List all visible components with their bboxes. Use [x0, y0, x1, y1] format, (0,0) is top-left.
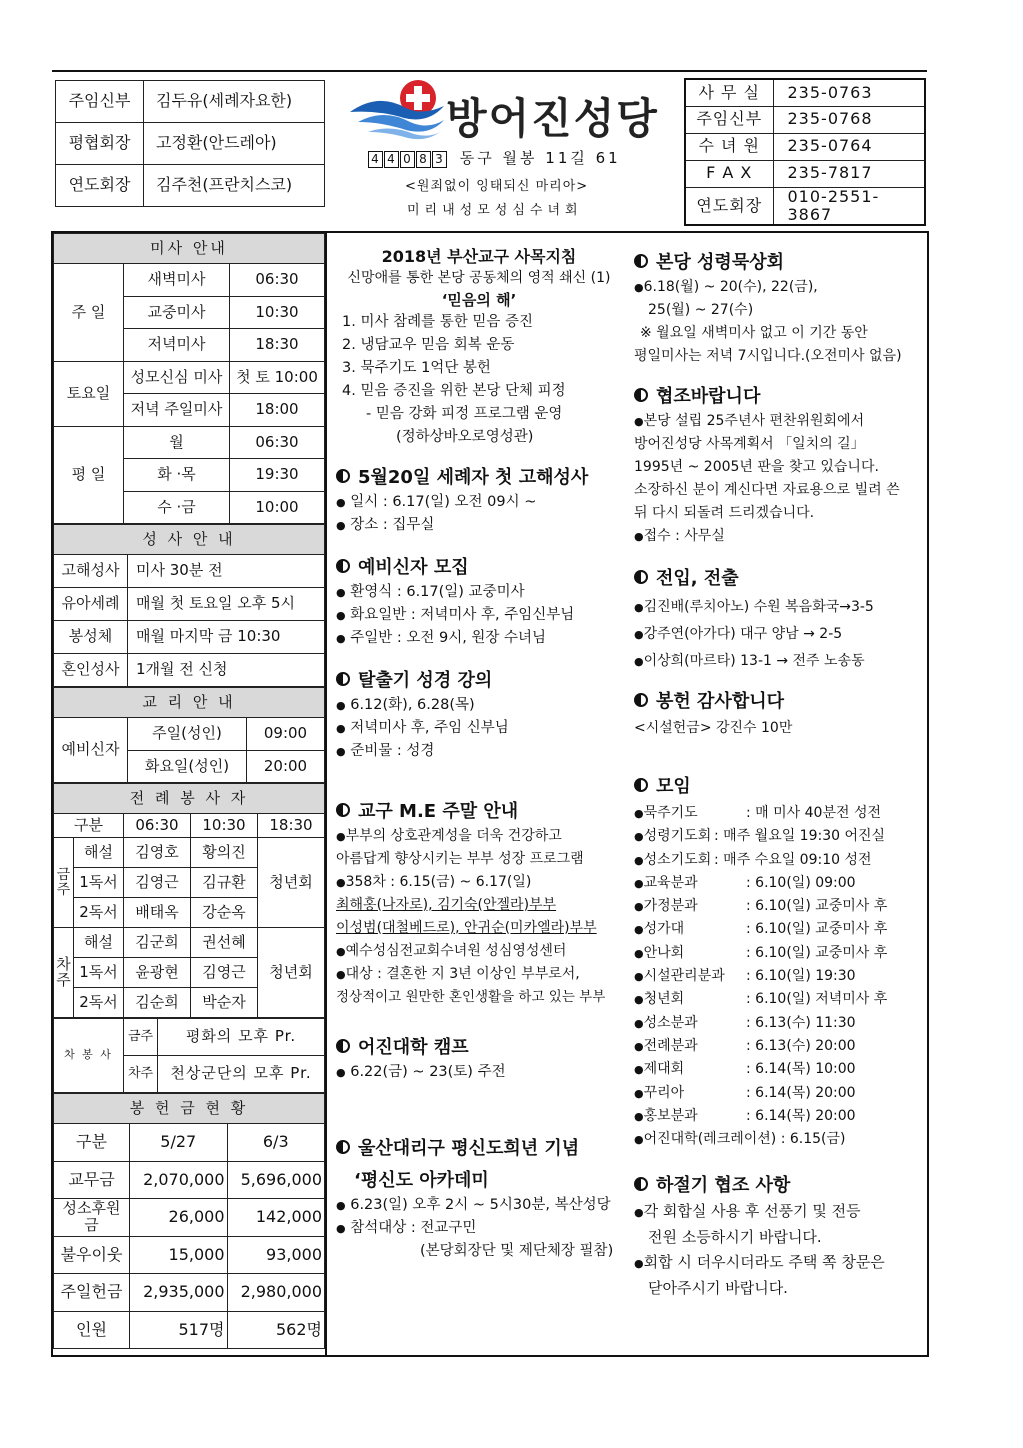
mass-name: 월: [124, 426, 230, 459]
meeting-name: 교육분과: [643, 874, 698, 891]
section-heading: 하절기 협조 사항: [656, 1175, 791, 1197]
notice-item: 참석대상 : 전교구민: [350, 1220, 477, 1236]
meeting-last: 어진대학(레크레이션) : 6.15(금): [643, 1131, 846, 1148]
meeting-name: 성소분과: [643, 1014, 698, 1031]
doctrine-label: 예비신자: [54, 718, 128, 783]
offering-name: 불우이웃: [54, 1236, 130, 1274]
section-title: 성 사 안 내: [54, 525, 325, 555]
sacrament-value: 1개월 전 신청: [128, 654, 325, 687]
doctrine-table: [53, 687, 325, 783]
contact-label: 사 무 실: [685, 79, 773, 106]
transfer-item: 이상희(마르타) 13-1 → 전주 노송동: [643, 653, 865, 669]
staff-name: 김주천(프란치스코): [144, 165, 325, 207]
section-heading: 본당 성령묵상회: [656, 252, 784, 273]
transfer-item: 김진배(루치아노) 수원 복음화국→3-5: [643, 599, 874, 615]
notice-item: 6.22(금) ~ 23(토) 주전: [350, 1064, 506, 1080]
contact-label: 수 녀 원: [685, 133, 773, 160]
pastoral-title: 2018년 부산교구 사목지침: [381, 247, 577, 266]
notice-line: 최해홍(나자로), 김기숙(안젤라)부부: [336, 897, 557, 913]
mass-time: 18:30: [230, 329, 325, 362]
meeting-info: : 6.14(목) 10:00: [746, 1061, 856, 1078]
offering-header: 구분: [54, 1124, 130, 1162]
servers-table: [53, 783, 325, 1018]
offering-header: 6/3: [227, 1124, 325, 1162]
sacrament-table: [53, 524, 325, 687]
meeting-info: : 6.10(일) 09:00: [746, 874, 856, 891]
half-circle-icon: [336, 803, 350, 817]
servers-header: 18:30: [258, 814, 325, 838]
offering-name: 주일헌금: [54, 1274, 130, 1312]
server-role: 1독서: [74, 958, 124, 988]
section-heading: ‘평신도 아카데미: [354, 1170, 489, 1191]
section-heading: 전입, 전출: [656, 568, 739, 589]
meeting-info: : 6.13(수) 11:30: [746, 1014, 856, 1031]
doctrine-day: 주일(성인): [128, 718, 247, 751]
server-name: 박순자: [191, 988, 258, 1018]
offering-name: 교무금: [54, 1161, 130, 1199]
server-name: 윤광현: [124, 958, 191, 988]
notice-item: 주일반 : 오전 9시, 원장 수녀님: [350, 630, 547, 646]
offering-value: 517명: [130, 1311, 228, 1349]
sacrament-name: 봉성체: [54, 621, 128, 654]
server-name: 김군희: [124, 928, 191, 958]
offering-value: 26,000: [130, 1199, 228, 1237]
half-circle-icon: [634, 570, 648, 584]
notice-item: 저녁미사 후, 주임 신부님: [350, 720, 509, 736]
church-name: 방어진성당: [446, 94, 659, 143]
meeting-info: : 6.10(일) 교중미사 후: [746, 921, 888, 938]
meeting-info: : 6.10(일) 저녁미사 후: [746, 991, 888, 1008]
server-role: 해설: [74, 838, 124, 868]
meeting-name: 가정분과: [643, 898, 698, 915]
meeting-info: : 6.10(일) 19:30: [746, 968, 856, 985]
meeting-info: : 6.10(일) 교중미사 후: [746, 898, 888, 915]
meeting-list: ●묵주기도 : 매 미사 40분전 성전 ●성령기도회 : 매주 월요일 19:30 어진실 ●성소기도회 : 매주 수요일 09:10 성전 ●교육분과 : 6.10(일) 09:00 ●가정분과 : 6.10(일) 교중미사 후 ●성가대 : 6.10(일) 교중미사 후 ●안나회 : 6.10(일) 교중미사 후 ●시설관리분과 : 6.10(일) 19:30 ●청년회 : 6.10(일) 저녁미사 후 ●성소분과 : 6.13(수) 11:30 ●전례분과 : 6.13(수) 20:00 ●제대회 : 6.14(목) 10:00 ●꾸리아 : 6.14(목) 20:00 ●홍보분과 : 6.14(목) 20:00 ●어진대학(레크레이션) : 6.15(금): [634, 802, 924, 1151]
notice-line: 회합 시 더우시더라도 주택 쪽 창문은: [643, 1253, 885, 1272]
contact-value: 235-0768: [773, 106, 925, 133]
doctrine-time: 09:00: [247, 718, 325, 751]
sacrament-name: 고해성사: [54, 555, 128, 588]
contact-table: [684, 78, 926, 226]
offering-header: 5/27: [130, 1124, 228, 1162]
sacrament-value: 매월 첫 토요일 오후 5시: [128, 588, 325, 621]
mass-time: 19:30: [230, 459, 325, 492]
pastoral-item: 3. 묵주기도 1억단 봉헌: [342, 360, 491, 376]
contact-label: 연도회장: [685, 187, 773, 225]
mass-name: 수 ·금: [124, 491, 230, 524]
offering-value: 2,980,000: [227, 1274, 325, 1312]
postal-digit: 8: [416, 151, 431, 168]
meeting-name: 성령기도회: [643, 828, 712, 845]
sacrament-value: 미사 30분 전: [128, 555, 325, 588]
contact-value: 235-0763: [773, 79, 925, 106]
contact-value: 235-7817: [773, 160, 925, 187]
mass-name: 새벽미사: [124, 264, 230, 297]
cha-value: 천상군단의 모후 Pr.: [158, 1056, 325, 1093]
offering-name: 인원: [54, 1311, 130, 1349]
notice-line: 뒤 다시 되돌려 드리겠습니다.: [634, 505, 815, 521]
contact-label: F A X: [685, 160, 773, 187]
notice-item: 환영식 : 6.17(일) 교중미사: [350, 584, 525, 600]
half-circle-icon: [336, 469, 350, 483]
notice-line: 예수성심전교회수녀원 성심영성센터: [345, 943, 567, 959]
header-rule: [52, 70, 927, 72]
transfer-item: 강주연(아가다) 대구 양남 → 2-5: [643, 626, 843, 642]
convent-name: 미리내성모성심수녀회: [407, 203, 583, 218]
section-title: 전 례 봉 사 자: [54, 784, 325, 814]
meeting-name: 전례분과: [643, 1037, 698, 1054]
section-title: 미사 안내: [54, 234, 325, 264]
pastoral-item: 2. 냉담교우 믿음 회복 운동: [342, 337, 515, 353]
section-heading: 울산대리구 평신도희년 기념: [358, 1138, 580, 1159]
meeting-name: 성소기도회: [643, 851, 712, 868]
meeting-info: : 6.14(목) 20:00: [746, 1084, 856, 1101]
half-circle-icon: [336, 559, 350, 573]
contact-value: 235-0764: [773, 133, 925, 160]
server-name: 김순희: [124, 988, 191, 1018]
notice-line: 전원 소등하시기 바랍니다.: [648, 1228, 822, 1247]
notice-line: 25(월) ~ 27(수): [648, 302, 754, 318]
news-column-1: 2018년 부산교구 사목지침 신망애를 통한 본당 공동체의 영적 쇄신 (1) ‘믿음의 해’ 1. 미사 참례를 통한 믿음 증진 2. 냉담교우 믿음 회복 운동 3. 묵주기도 1억단 봉헌 4. 믿음 증진을 위한 본당 단체 피정 - 믿음 강화 피정 프로그램 운영 (정하상바오로영성관) 5월20일 세례자 첫 고해성사 ● 일시 : 6.17(일) 오전 09시 ~ ● 장소 : 집무실 예비신자 모집 ● 환영식 : 6.17(일) 교중미사 ● 화요일반 : 저녁미사 후, 주임신부님 ● 주일반 : 오전 9시, 원장 수녀님 탈출기 성경 강의 ● 6.12(화), 6.28(목) ● 저녁미사 후, 주임 신부님 ● 준비물 : 성경 교구 M.E 주말 안내 ●부부의 상호관계성을 더욱 건강하고 아름답게 향상시키는 부부 성장 프로그램 ●358차 : 6.15(금) ~ 6.17(일) 최해홍(나자로), 김기숙(안젤라)부부 이성범(대철베드로), 안귀순(미카엘라)부부 ●예수성심전교회수녀원 성심영성센터 ●대상 : 결혼한 지 3년 이상인 부부로서, 정상적이고 원만한 혼인생활을 하고 있는 부부 어진대학 캠프 ● 6.22(금) ~ 23(토) 주전 울산대리구 평신도희년 기념 ‘평신도 아카데미 ● 6.23(일) 오후 2시 ~ 5시30분, 복산성당 ● 참석대상 : 전교구민 (본당회장단 및 제단체장 필참): [336, 244, 622, 1263]
staff-role: 연도회장: [56, 165, 144, 207]
meeting-info: : 매주 수요일 09:10 성전: [714, 851, 872, 868]
section-heading: 어진대학 캠프: [358, 1037, 469, 1058]
postal-digit: 4: [384, 151, 399, 168]
mass-day-label: 주 일: [54, 264, 124, 362]
notice-line: 본당 설립 25주년사 편찬위원회에서: [643, 413, 865, 429]
cha-week: 금주: [124, 1019, 158, 1056]
notice-line: 닫아주시기 바랍니다.: [648, 1279, 788, 1298]
sacrament-value: 매월 마지막 금 10:30: [128, 621, 325, 654]
notice-line: 접수 : 사무실: [643, 528, 725, 544]
meeting-info: : 매주 월요일 19:30 어진실: [714, 828, 886, 845]
mass-table: [53, 233, 325, 524]
meeting-name: 꾸리아: [643, 1084, 685, 1101]
notice-line: ※ 월요일 새벽미사 없고 이 기간 동안: [640, 325, 868, 341]
contact-label: 주임신부: [685, 106, 773, 133]
server-name: 김규환: [191, 868, 258, 898]
pastoral-item: 1. 미사 참례를 통한 믿음 증진: [342, 314, 533, 330]
meeting-name: 성가대: [643, 921, 685, 938]
left-column: [51, 231, 327, 1357]
notice-line: 방어진성당 사목계획서 「일치의 길」: [634, 436, 865, 452]
staff-name: 김두유(세례자요한): [144, 81, 325, 123]
server-group: 청년회: [258, 928, 325, 1018]
half-circle-icon: [634, 254, 648, 268]
notice-item: 일시 : 6.17(일) 오전 09시 ~: [350, 494, 537, 510]
section-heading: 5월20일 세례자 첫 고해성사: [358, 467, 589, 488]
pastoral-subtitle: 신망애를 통한 본당 공동체의 영적 쇄신 (1): [347, 270, 611, 286]
staff-name: 고정환(안드레아): [144, 123, 325, 165]
notice-line: 1995년 ~ 2005년 판을 찾고 있습니다.: [634, 459, 879, 475]
half-circle-icon: [634, 778, 648, 792]
mass-time: 10:00: [230, 491, 325, 524]
notice-item: 준비물 : 성경: [350, 743, 435, 759]
offering-value: 2,935,000: [130, 1274, 228, 1312]
notice-item: 화요일반 : 저녁미사 후, 주임신부님: [350, 607, 575, 623]
server-role: 해설: [74, 928, 124, 958]
servers-header: 구분: [54, 814, 124, 838]
mass-name: 화 ·목: [124, 459, 230, 492]
server-name: 황의진: [191, 838, 258, 868]
address: [368, 147, 621, 168]
mass-time: 06:30: [230, 264, 325, 297]
mass-day-label: 평 일: [54, 426, 124, 524]
server-name: 권선혜: [191, 928, 258, 958]
server-group: 청년회: [258, 838, 325, 928]
contact-value: 010-2551-3867: [773, 187, 925, 225]
cha-value: 평화의 모후 Pr.: [158, 1019, 325, 1056]
section-heading: 협조바랍니다: [656, 386, 761, 407]
notice-item: 장소 : 집무실: [350, 517, 435, 533]
mass-day-label: 토요일: [54, 361, 124, 426]
cha-label: 차 봉 사: [54, 1019, 124, 1093]
server-role: 2독서: [74, 898, 124, 928]
section-heading: 교구 M.E 주말 안내: [358, 801, 519, 822]
notice-line: 358차 : 6.15(금) ~ 6.17(일): [345, 874, 532, 890]
mass-time: 18:00: [230, 394, 325, 427]
pastoral-subitem: (정하상바오로영성관): [396, 429, 534, 445]
mass-name: 성모신심 미사: [124, 361, 230, 394]
section-heading: 봉헌 감사합니다: [656, 691, 784, 712]
postal-digit: 0: [400, 151, 415, 168]
meeting-info: : 매 미사 40분전 성전: [746, 805, 881, 821]
mass-name: 저녁 주일미사: [124, 394, 230, 427]
notice-line: 대상 : 결혼한 지 3년 이상인 부부로서,: [345, 966, 580, 982]
postal-digit: 3: [432, 151, 447, 168]
half-circle-icon: [634, 388, 648, 402]
offering-value: 5,696,000: [227, 1161, 325, 1199]
offering-table: [53, 1093, 325, 1349]
pastoral-subitem: - 믿음 강화 피정 프로그램 운영: [366, 406, 563, 422]
half-circle-icon: [634, 693, 648, 707]
meeting-info: : 6.13(수) 20:00: [746, 1037, 856, 1054]
notice-line: 부부의 상호관계성을 더욱 건강하고: [345, 828, 562, 844]
offering-name: 성소후원금: [54, 1199, 130, 1237]
cha-table: [53, 1018, 325, 1093]
server-role: 2독서: [74, 988, 124, 1018]
half-circle-icon: [336, 1039, 350, 1053]
address-text: 동구 월봉 11길 61: [459, 149, 621, 167]
meeting-name: 안나회: [643, 944, 685, 961]
doctrine-day: 화요일(성인): [128, 750, 247, 783]
server-name: 강순옥: [191, 898, 258, 928]
mass-time: 첫 토 10:00: [230, 361, 325, 394]
sacrament-name: 혼인성사: [54, 654, 128, 687]
mass-name: 저녁미사: [124, 329, 230, 362]
week-label: 차 주: [54, 928, 74, 1018]
servers-header: 06:30: [124, 814, 191, 838]
cha-week: 차주: [124, 1056, 158, 1093]
server-name: 김영근: [124, 868, 191, 898]
meeting-name: 시설관리분과: [643, 968, 725, 985]
postal-digit: 4: [368, 151, 383, 168]
doctrine-time: 20:00: [247, 750, 325, 783]
notice-line: 평일미사는 저녁 7시입니다.(오전미사 없음): [634, 348, 902, 364]
offering-value: 2,070,000: [130, 1161, 228, 1199]
staff-table: [55, 80, 325, 207]
meeting-name: 홍보분과: [643, 1107, 698, 1124]
notice-item: 6.12(화), 6.28(목): [350, 697, 475, 713]
subtitle: <원죄없이 잉태되신 마리아>: [405, 179, 589, 194]
meeting-info: : 6.14(목) 20:00: [746, 1107, 856, 1124]
pastoral-item: 4. 믿음 증진을 위한 본당 단체 피정: [342, 383, 566, 399]
offering-value: 93,000: [227, 1236, 325, 1274]
notice-line: <시설헌금> 강진수 10만: [634, 720, 793, 736]
news-column-2: 본당 성령묵상회 ●6.18(월) ~ 20(수), 22(금), 25(월) ~ 27(수) ※ 월요일 새벽미사 없고 이 기간 동안 평일미사는 저녁 7시입니다.(오전미사 없음) 협조바랍니다 ●본당 설립 25주년사 편찬위원회에서 방어진성당 사목계획서 「일치의 길」 1995년 ~ 2005년 판을 찾고 있습니다. 소장하신 분이 계신다면 자료용으로 빌려 쓴 뒤 다시 되돌려 드리겠습니다. ●접수 : 사무실 전입, 전출 ●김진배(루치아노) 수원 복음화국→3-5 ●강주연(아가다) 대구 양남 → 2-5 ●이상희(마르타) 13-1 → 전주 노송동 봉헌 감사합니다 <시설헌금> 강진수 10만 모임 ●묵주기도 : 매 미사 40분전 성전 ●성령기도회 : 매주 월요일 19:30 어진실 ●성소기도회 : 매주 수요일 09:10 성전 ●교육분과 : 6.10(일) 09:00 ●가정분과 : 6.10(일) 교중미사 후 ●성가대 : 6.10(일) 교중미사 후 ●안나회 : 6.10(일) 교중미사 후 ●시설관리분과 : 6.10(일) 19:30 ●청년회 : 6.10(일) 저녁미사 후 ●성소분과 : 6.13(수) 11:30 ●전례분과 : 6.13(수) 20:00 ●제대회 : 6.14(목) 10:00 ●꾸리아 : 6.14(목) 20:00 ●홍보분과 : 6.14(목) 20:00 ●어진대학(레크레이션) : 6.15(금) 하절기 협조 사항 ●각 회합실 사용 후 선풍기 및 전등 전원 소등하시기 바랍니다. ●회합 시 더우시더라도 주택 쪽 창문은 닫아주시기 바랍니다.: [634, 248, 924, 1301]
meeting-info: : 6.10(일) 교중미사 후: [746, 944, 888, 961]
meeting-name: 청년회: [643, 991, 685, 1008]
half-circle-icon: [634, 1177, 648, 1191]
pastoral-year: ‘믿음의 해’: [441, 291, 517, 309]
section-heading: 탈출기 성경 강의: [358, 670, 493, 691]
staff-role: 주임신부: [56, 81, 144, 123]
notice-line: 소장하신 분이 계신다면 자료용으로 빌려 쓴: [634, 482, 900, 498]
server-name: 김영호: [124, 838, 191, 868]
notice-line: 이성범(대철베드로), 안귀순(미카엘라)부부: [336, 920, 597, 936]
notice-line: 6.18(월) ~ 20(수), 22(금),: [643, 279, 818, 295]
mass-time: 10:30: [230, 296, 325, 329]
servers-header: 10:30: [191, 814, 258, 838]
section-title: 교 리 안 내: [54, 688, 325, 718]
notice-line: 아름답게 향상시키는 부부 성장 프로그램: [336, 851, 584, 867]
staff-role: 평협회장: [56, 123, 144, 165]
section-heading: 모임: [656, 776, 691, 797]
half-circle-icon: [336, 1140, 350, 1154]
offering-value: 15,000: [130, 1236, 228, 1274]
meeting-name: 묵주기도: [643, 805, 698, 821]
notice-note: (본당회장단 및 제단체장 필참): [420, 1243, 614, 1259]
server-name: 김영근: [191, 958, 258, 988]
meeting-name: 제대회: [643, 1061, 685, 1078]
section-heading: 예비신자 모집: [358, 557, 469, 578]
offering-value: 562명: [227, 1311, 325, 1349]
mass-name: 교중미사: [124, 296, 230, 329]
week-label: 금 주: [54, 838, 74, 928]
server-role: 1독서: [74, 868, 124, 898]
notice-item: 6.23(일) 오후 2시 ~ 5시30분, 복산성당: [350, 1197, 611, 1213]
mass-time: 06:30: [230, 426, 325, 459]
half-circle-icon: [336, 672, 350, 686]
offering-value: 142,000: [227, 1199, 325, 1237]
church-logo-icon: [348, 78, 448, 140]
sacrament-name: 유아세례: [54, 588, 128, 621]
section-title: 봉 헌 금 현 황: [54, 1094, 325, 1124]
notice-line: 정상적이고 원만한 혼인생활을 하고 있는 부부: [336, 989, 606, 1005]
notice-line: 각 회합실 사용 후 선풍기 및 전등: [643, 1202, 861, 1221]
server-name: 배태옥: [124, 898, 191, 928]
